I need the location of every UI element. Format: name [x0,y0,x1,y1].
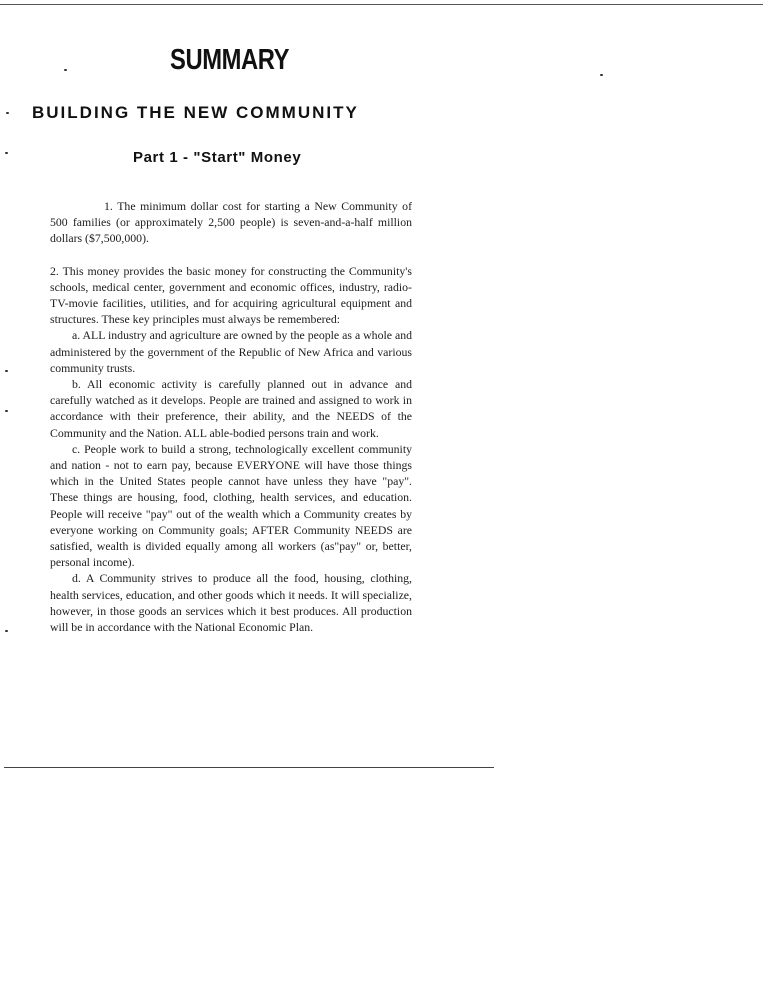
sub-paragraph-d: d. A Community strives to produce all the food, housing, clothing, health services, education, and other goods which it needs. It will specialize, however, in those goods an services which it best produces. All production will be in accordance with the National Economic Plan. [50,571,412,635]
scan-speck [5,152,8,154]
paragraph-2: 2. This money provides the basic money for constructing the Community's schools, medical center, government and economic offices, industry, radio- TV-movie facilities, utilities, and for acquiring agricultural equipment and structures. These key principles must always be remembered: [50,263,412,327]
section-subtitle: BUILDING THE NEW COMMUNITY [32,103,359,122]
sub-paragraph-a: a. ALL industry and agriculture are owned by the people as a whole and administered by the government of the Republic of New Africa and various community trusts. [50,328,412,375]
scan-speck [5,370,8,372]
scan-speck [6,112,9,114]
part-heading: Part 1 - "Start" Money [133,149,302,166]
top-rule [0,4,763,5]
bottom-rule [4,767,494,768]
summary-body [50,198,412,635]
scan-speck [600,74,603,76]
scan-speck [64,69,67,71]
sub-paragraph-c: c. People work to build a strong, technologically excellent community and nation - not to earn pay, because EVERYONE will have those things which in the United States people cannot have unless they have "pay". These things are housing, food, clothing, health services, and education. People will receive "pay" out of the wealth which a Community creates by everyone working on Community goals; AFTER Community NEEDS are satisfied, wealth is divided equally among all workers (as"pay" or, better, personal income). [50,441,412,570]
sub-paragraph-b: b. All economic activity is carefully planned out in advance and carefully watched as it develops. People are trained and assigned to work in accordance with their preference, their ability, and the NEEDS of the Community and the Nation. ALL able-bodied persons train and work. [50,377,412,440]
page-title: SUMMARY [170,44,290,76]
scan-speck [5,630,8,632]
paragraph-1: 1. The minimum dollar cost for starting a New Community of 500 families (or approximately 2,500 people) is seven-and-a-half million dollars ($7,500,000). [50,199,412,246]
scan-speck [5,410,8,412]
